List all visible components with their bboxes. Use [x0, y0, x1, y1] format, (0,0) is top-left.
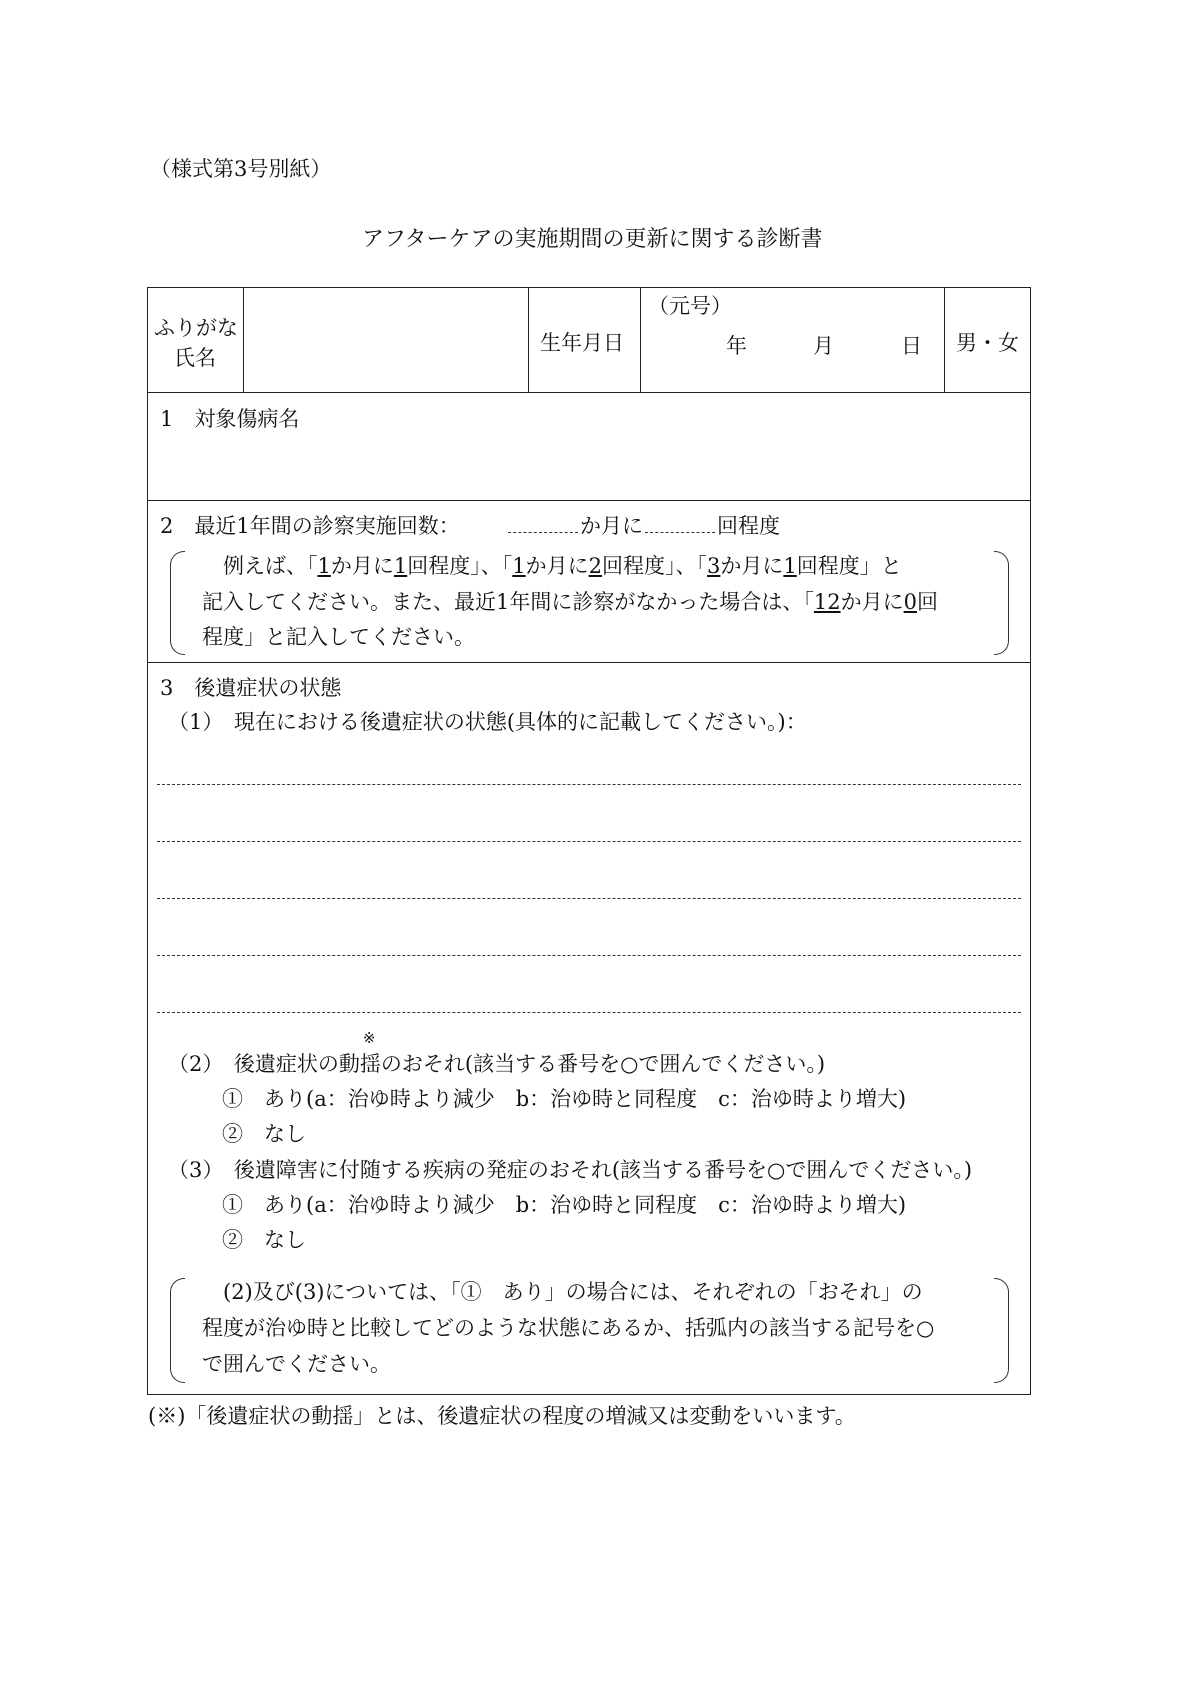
name-label: 氏名	[174, 346, 216, 370]
section3-item2-option1[interactable]: ① あり(a：治ゆ時より減少 b：治ゆ時と同程度 c：治ゆ時より増大)	[222, 1087, 907, 1111]
section3-note-line3: で囲んでください。	[202, 1352, 391, 1376]
section3-item3: （3） 後遺障害に付随する疾病の発症のおそれ(該当する番号を○で囲んでください。)	[168, 1158, 973, 1182]
section3-item3-option1[interactable]: ① あり(a：治ゆ時より減少 b：治ゆ時と同程度 c：治ゆ時より増大)	[222, 1193, 907, 1217]
writing-line[interactable]	[157, 1012, 1021, 1013]
bracket-left	[170, 551, 185, 655]
month-label: 月	[813, 334, 834, 358]
bracket-right	[994, 551, 1009, 655]
name-field[interactable]	[245, 290, 526, 390]
section2-label: 2 最近1年間の診察実施回数：	[160, 514, 460, 538]
row-divider	[148, 500, 1030, 501]
section2-note-line3: 程度」と記入してください。	[202, 625, 475, 649]
target-disease-field[interactable]	[160, 436, 1020, 496]
writing-line[interactable]	[157, 841, 1021, 842]
bracket-left	[170, 1278, 185, 1383]
day-label: 日	[901, 334, 922, 358]
era-label: （元号）	[648, 294, 732, 318]
page-title: アフターケアの実施期間の更新に関する診断書	[362, 227, 823, 252]
times-blank[interactable]	[645, 514, 715, 533]
section3-item2: （2） 後遺症状の動 ※ 揺のおそれ(該当する番号を○で囲んでください。)	[168, 1029, 826, 1076]
form-number: （様式第3号別紙）	[150, 157, 332, 181]
section3-label: 3 後遺症状の状態	[160, 676, 342, 700]
asterisk-mark: ※	[362, 1029, 376, 1047]
row-divider	[148, 662, 1030, 663]
unit-month: か月に	[580, 514, 643, 538]
row-divider	[148, 392, 1030, 393]
writing-line[interactable]	[157, 898, 1021, 899]
diagnosis-form	[147, 287, 1031, 1395]
writing-line[interactable]	[157, 955, 1021, 956]
footnote: (※)「後遺症状の動揺」とは、後遺症状の程度の増減又は変動をいいます。	[148, 1404, 856, 1428]
section3-note-line1: (2)及び(3)については、「① あり」の場合には、それぞれの「おそれ」の	[202, 1280, 923, 1304]
section2-note-line2: 記入してください。また、最近1年間に診察がなかった場合は、「12か月に0回	[202, 590, 938, 614]
section2-note-line1: 例えば、「1か月に1回程度」、「1か月に2回程度」、「3か月に1回程度」と	[202, 554, 902, 578]
section3-item3-option2[interactable]: ② なし	[222, 1228, 306, 1252]
col-divider	[243, 288, 244, 392]
col-divider	[528, 288, 529, 392]
furigana-label: ふりがな	[154, 316, 238, 340]
birthdate-label: 生年月日	[540, 331, 624, 355]
section1-label: 1 対象傷病名	[160, 407, 300, 431]
col-divider	[944, 288, 945, 392]
sex-option[interactable]: 男・女	[956, 331, 1019, 355]
section3-item2-option2[interactable]: ② なし	[222, 1122, 306, 1146]
section3-item1: （1） 現在における後遺症状の状態(具体的に記載してください。)：	[168, 710, 807, 734]
visit-frequency	[506, 510, 780, 540]
unit-times: 回程度	[717, 514, 780, 538]
writing-line[interactable]	[157, 784, 1021, 785]
year-label: 年	[726, 334, 747, 358]
months-blank[interactable]	[508, 514, 578, 533]
col-divider	[640, 288, 641, 392]
bracket-right	[994, 1278, 1009, 1383]
section3-note-line2: 程度が治ゆ時と比較してどのような状態にあるか、括弧内の該当する記号を○	[202, 1316, 935, 1340]
